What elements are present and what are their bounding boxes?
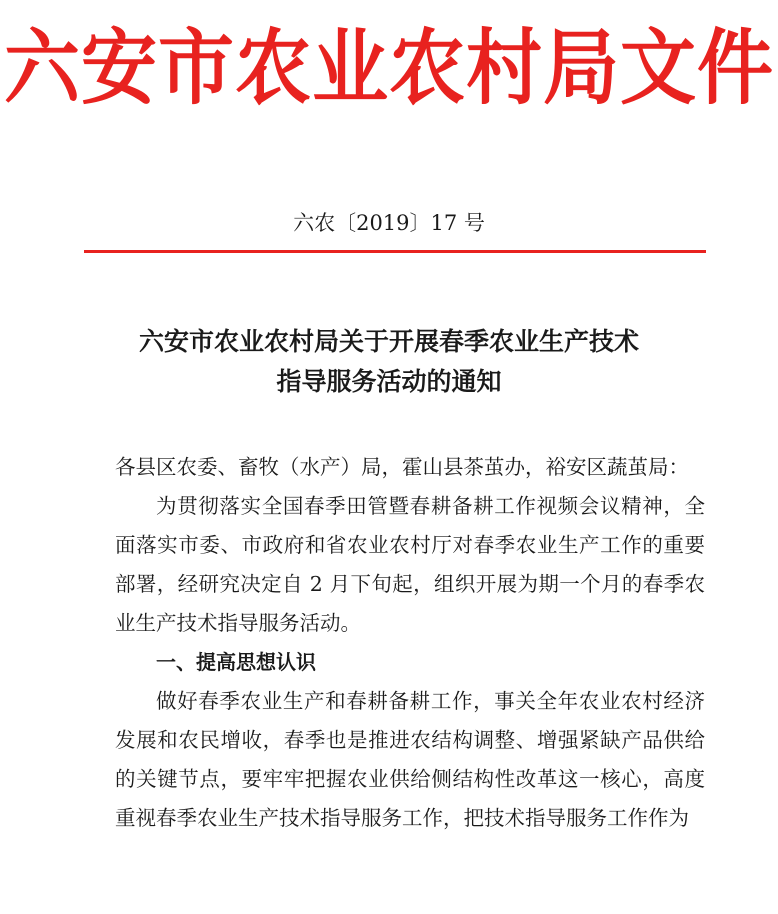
red-divider-line: [84, 250, 706, 253]
notice-title-line2: 指导服务活动的通知: [276, 367, 502, 396]
agency-header-title: 六安市农业农村局文件: [4, 19, 774, 116]
body-paragraph-1: 为贯彻落实全国春季田管暨春耕备耕工作视频会议精神，全面落实市委、市政府和省农业农村厅对春季农业生产工作的重要部署，经研究决定自 2 月下旬起，组织开展为期一个月的春季农业生产技术指导服务活动。: [115, 494, 705, 635]
section-heading-1: 一、提高思想认识: [156, 650, 316, 674]
notice-title-line1: 六安市农业农村局关于开展春季农业生产技术: [138, 327, 639, 356]
document-number: 六农〔2019〕17 号: [293, 211, 485, 235]
notice-title: [0, 322, 778, 402]
document-body: [115, 448, 705, 838]
body-paragraph-2: 做好春季农业生产和春耕备耕工作，事关全年农业农村经济发展和农民增收，春季也是推进农结构调整、增强紧缺产品供给的关键节点，要牢牢把握农业供给侧结构性改革这一核心，高度重视春季农业生产技术指导服务工作，把技术指导服务工作作为: [115, 689, 705, 830]
salutation: 各县区农委、畜牧（水产）局，霍山县茶茧办，裕安区蔬茧局：: [115, 455, 689, 479]
